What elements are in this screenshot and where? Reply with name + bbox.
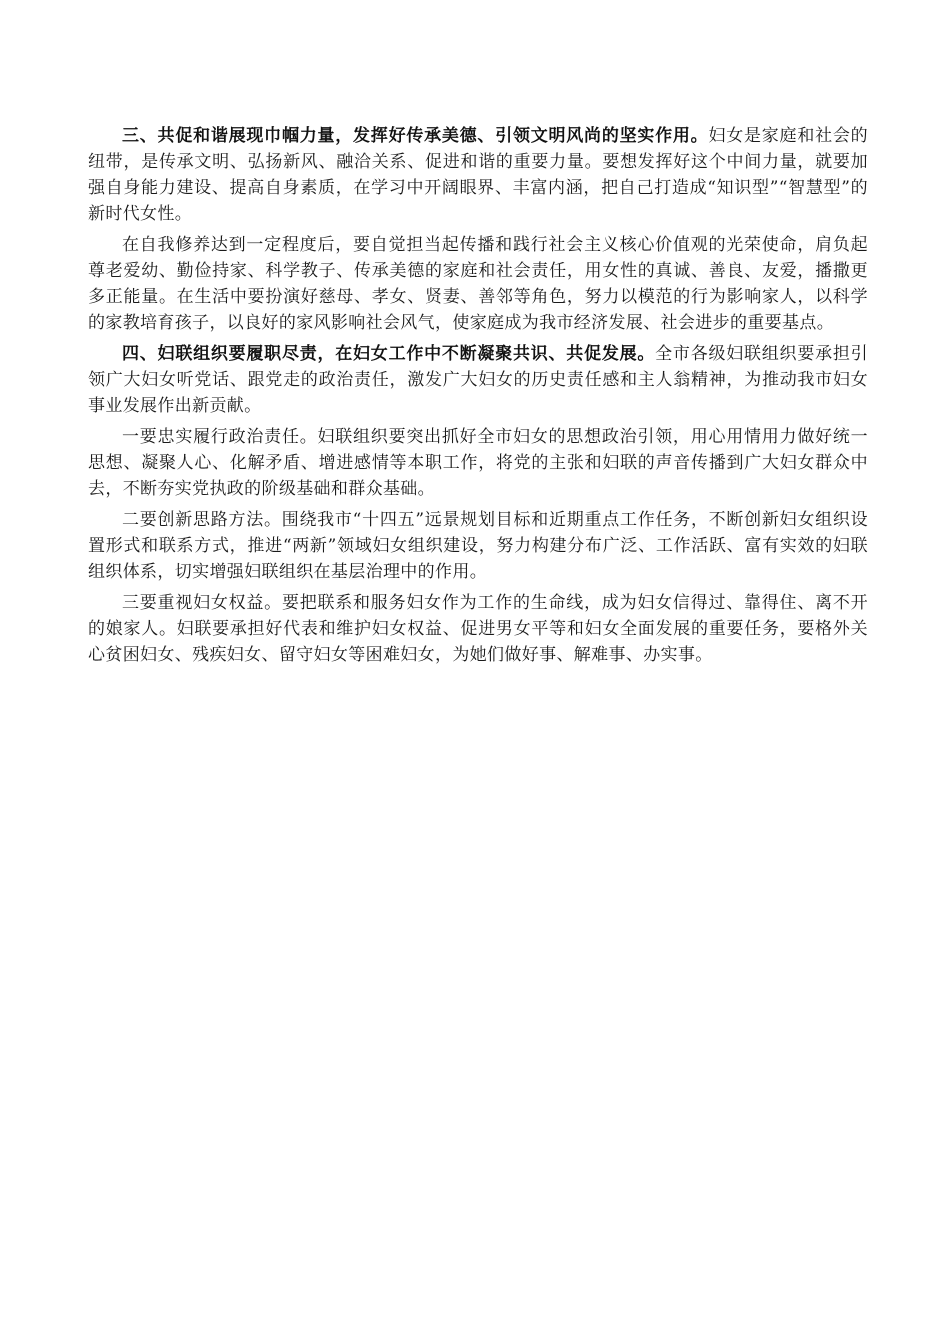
paragraph-section-four	[88, 341, 868, 419]
paragraph-text: 全市各级妇联组织要承担引领广大妇女听党话、跟党走的政治责任，激发广大妇女的历史责任感和主人翁精神，为推动我市妇女事业发展作出新贡献。	[88, 344, 868, 416]
paragraph-text: 一要忠实履行政治责任。妇联组织要突出抓好全市妇女的思想政治引领，用心用情用力做好统一思想、凝聚人心、化解矛盾、增进感情等本职工作，将党的主张和妇联的声音传播到广大妇女群众中去，不断夯实党执政的阶级基础和群众基础。	[88, 427, 868, 499]
paragraph-text: 三要重视妇女权益。要把联系和服务妇女作为工作的生命线，成为妇女信得过、靠得住、离不开的娘家人。妇联要承担好代表和维护妇女权益、促进男女平等和妇女全面发展的重要任务，要格外关心贫困妇女、残疾妇女、留守妇女等困难妇女，为她们做好事、解难事、办实事。	[88, 593, 868, 665]
document-body	[88, 123, 868, 673]
paragraph-political-responsibility	[88, 424, 868, 502]
section-heading-three: 三、共促和谐展现巾帼力量，发挥好传承美德、引领文明风尚的坚实作用。	[122, 126, 709, 146]
paragraph-text: 二要创新思路方法。围绕我市“十四五”远景规划目标和近期重点工作任务，不断创新妇女组织设置形式和联系方式，推进“两新”领域妇女组织建设，努力构建分布广泛、工作活跃、富有实效的妇联组织体系，切实增强妇联组织在基层治理中的作用。	[88, 510, 868, 582]
paragraph-section-three	[88, 123, 868, 227]
paragraph-self-cultivation	[88, 232, 868, 336]
paragraph-innovation	[88, 507, 868, 585]
section-heading-four: 四、妇联组织要履职尽责，在妇女工作中不断凝聚共识、共促发展。	[122, 344, 656, 364]
paragraph-women-rights	[88, 590, 868, 668]
paragraph-text: 妇女是家庭和社会的纽带，是传承文明、弘扬新风、融洽关系、促进和谐的重要力量。要想发挥好这个中间力量，就要加强自身能力建设、提高自身素质，在学习中开阔眼界、丰富内涵，把自己打造成“知识型”“智慧型”的新时代女性。	[88, 126, 868, 224]
paragraph-text: 在自我修养达到一定程度后，要自觉担当起传播和践行社会主义核心价值观的光荣使命，肩负起尊老爱幼、勤俭持家、科学教子、传承美德的家庭和社会责任，用女性的真诚、善良、友爱，播撒更多正能量。在生活中要扮演好慈母、孝女、贤妻、善邻等角色，努力以模范的行为影响家人，以科学的家教培育孩子，以良好的家风影响社会风气，使家庭成为我市经济发展、社会进步的重要基点。	[88, 235, 868, 333]
